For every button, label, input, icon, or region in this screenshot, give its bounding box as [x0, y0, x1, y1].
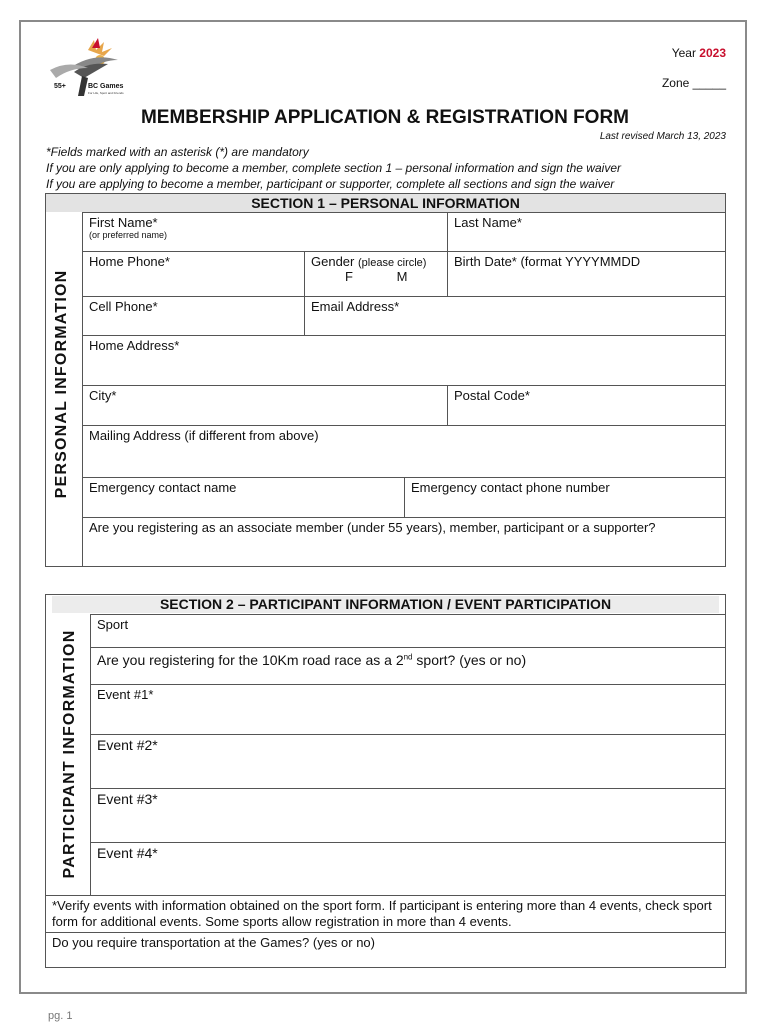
first-name-note: (or preferred name) [89, 230, 168, 240]
logo-badge: 55+ [54, 83, 66, 90]
event1-field[interactable] [90, 684, 726, 735]
road-race-label: Are you registering for the 10Km road race as a 2 [97, 652, 404, 668]
email-field[interactable] [304, 296, 726, 336]
emergency-phone-field[interactable] [404, 477, 726, 518]
zone-field[interactable]: Zone _____ [661, 76, 726, 90]
member-instruction: If you are only applying to become a member, complete section 1 – personal information and sign the waiver [46, 161, 621, 175]
birth-date-label: Birth Date* (format YYYYMMDD [454, 254, 641, 269]
year-label: Year [671, 46, 696, 60]
road-race-sup: nd [403, 652, 413, 662]
gender-option-f[interactable]: F [345, 269, 353, 284]
event3-field[interactable] [90, 788, 726, 843]
gender-option-m[interactable]: M [396, 269, 408, 284]
cell-phone-label: Cell Phone* [89, 299, 158, 314]
registering-as-field[interactable] [82, 517, 726, 567]
year-value: 2023 [699, 46, 726, 60]
gender-label-line [311, 254, 441, 269]
gender-field[interactable] [304, 251, 448, 297]
city-field[interactable] [82, 385, 448, 426]
section2-heading: SECTION 2 – PARTICIPANT INFORMATION / EVENT PARTICIPATION [52, 596, 719, 613]
sport-label: Sport [97, 617, 129, 632]
road-race-field[interactable] [90, 647, 726, 685]
event2-field[interactable] [90, 734, 726, 789]
event1-label: Event #1* [97, 687, 154, 702]
event4-field[interactable] [90, 842, 726, 896]
transportation-label: Do you require transportation at the Games? (yes or no) [52, 935, 375, 950]
sport-field[interactable] [90, 614, 726, 648]
year-line [672, 46, 726, 60]
section1-side-label: PERSONAL INFORMATION [53, 269, 70, 499]
first-name-field[interactable] [82, 212, 448, 252]
postal-code-label: Postal Code* [454, 388, 530, 403]
home-phone-label: Home Phone* [89, 254, 170, 269]
logo-text: BC Games [88, 83, 124, 90]
emergency-name-label: Emergency contact name [89, 480, 237, 495]
event3-label: Event #3* [97, 791, 158, 807]
section2-side-label: PARTICIPANT INFORMATION [61, 629, 78, 879]
gender-label: Gender [311, 254, 355, 269]
mailing-address-field[interactable] [82, 425, 726, 478]
verify-events-note: *Verify events with information obtained on the sport form. If participant is entering more than 4 events, check sport form for additional events. Some sports allow registration in more than 4 events. [45, 895, 726, 933]
first-name-label: First Name* [89, 215, 158, 230]
mailing-address-label: Mailing Address (if different from above) [89, 428, 319, 443]
page-number: pg. 1 [48, 1010, 73, 1022]
last-name-field[interactable] [447, 212, 726, 252]
emergency-phone-label: Emergency contact phone number [411, 480, 610, 495]
revised-date: Last revised March 13, 2023 [599, 131, 726, 142]
form-title: MEMBERSHIP APPLICATION & REGISTRATION FORM [140, 107, 630, 128]
mandatory-note: *Fields marked with an asterisk (*) are mandatory [46, 145, 309, 159]
bc-games-logo [48, 38, 138, 100]
birth-date-field[interactable] [447, 251, 726, 297]
city-label: City* [89, 388, 117, 403]
participant-instruction: If you are applying to become a member, participant or supporter, complete all sections and sign the waiver [46, 177, 615, 191]
cell-phone-field[interactable] [82, 296, 305, 336]
road-race-label-end: sport? (yes or no) [412, 652, 527, 668]
home-address-field[interactable] [82, 335, 726, 386]
event4-label: Event #4* [97, 845, 158, 861]
email-label: Email Address* [311, 299, 400, 314]
logo-tagline: For Life, Sport and Friends [88, 91, 124, 95]
emergency-name-field[interactable] [82, 477, 405, 518]
gender-options [311, 269, 441, 284]
section1-heading: SECTION 1 – PERSONAL INFORMATION [46, 194, 725, 212]
last-name-label: Last Name* [454, 215, 522, 230]
home-phone-field[interactable] [82, 251, 305, 297]
event2-label: Event #2* [97, 737, 158, 753]
home-address-label: Home Address* [89, 338, 180, 353]
gender-note: (please circle) [358, 257, 427, 269]
postal-code-field[interactable] [447, 385, 726, 426]
transportation-field[interactable] [45, 932, 726, 968]
registering-as-label: Are you registering as an associate member (under 55 years), member, participant or a supporter? [89, 520, 656, 535]
